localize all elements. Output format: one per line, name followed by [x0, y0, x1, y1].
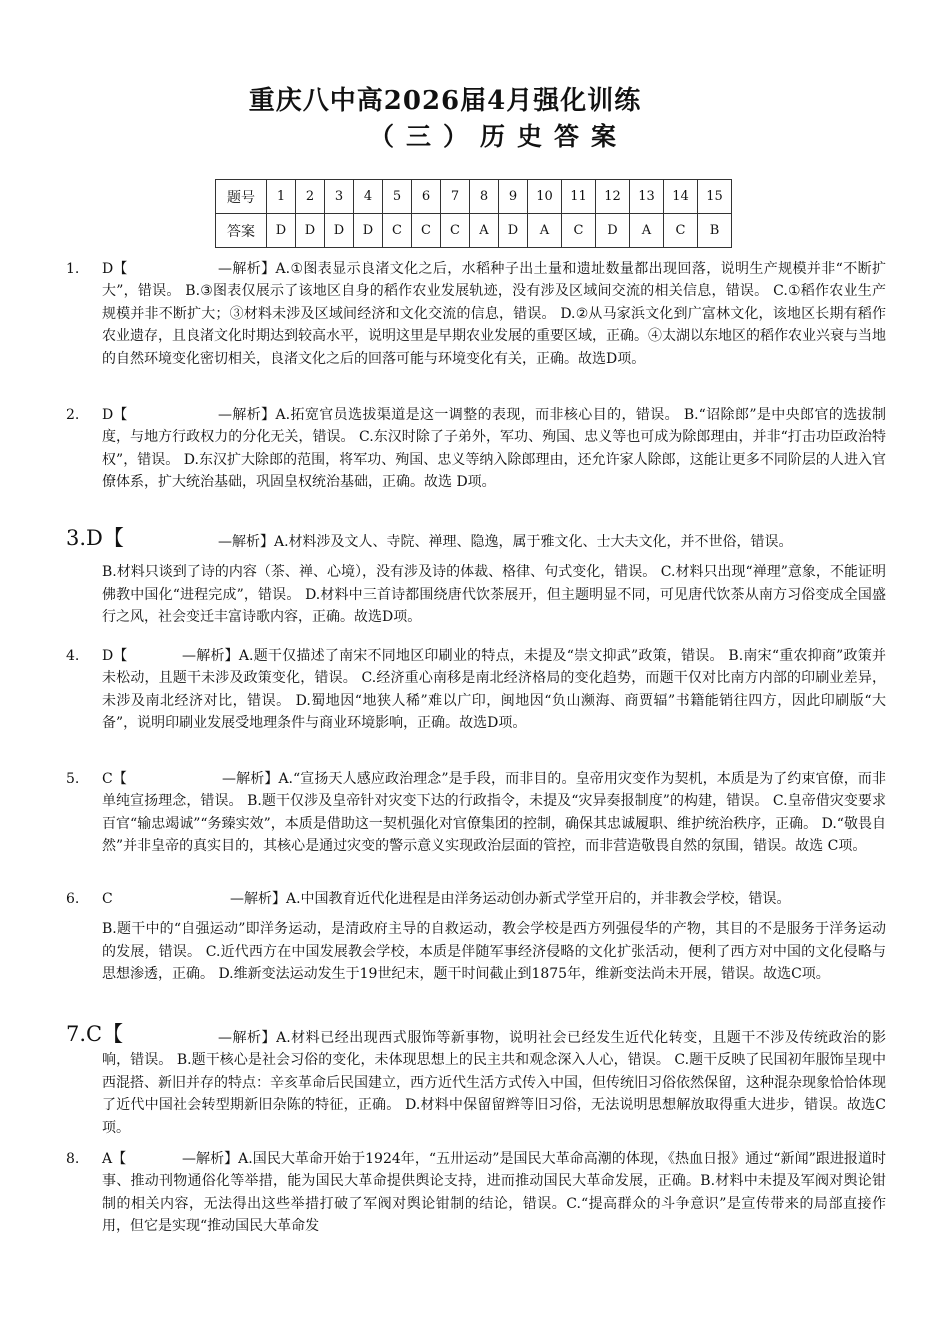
explanation-text — [102, 1027, 886, 1139]
answer-key: A【 — [102, 1151, 127, 1167]
answer-table-answer-label: 答案 — [216, 214, 267, 248]
answer-key: D【 — [102, 648, 128, 664]
explanation-item — [66, 526, 886, 629]
answer-cell: D — [499, 214, 528, 248]
question-number: 12 — [596, 180, 630, 214]
question-number: 13 — [630, 180, 664, 214]
answer-cell: C — [562, 214, 596, 248]
question-number: 8 — [470, 180, 499, 214]
answer-key: C【 — [102, 771, 127, 787]
question-number-label: 2. — [66, 407, 80, 423]
answer-cell: A — [528, 214, 562, 248]
question-number-label: 6. — [66, 891, 80, 907]
explanation-text — [102, 404, 886, 494]
question-number: 10 — [528, 180, 562, 214]
page-subtitle: （三）历史答案 — [369, 122, 629, 151]
answer-table-header-label: 题号 — [216, 180, 267, 214]
question-number: 7 — [441, 180, 470, 214]
explanation-text — [102, 531, 886, 553]
answer-cell: D — [596, 214, 630, 248]
explanation-body: —解析】A.材料涉及文人、寺院、禅理、隐逸，属于雅文化、士大夫文化，并不世俗，错误。 — [218, 534, 793, 550]
question-number: 4 — [354, 180, 383, 214]
explanation-item — [66, 645, 886, 735]
explanation-item — [66, 888, 886, 986]
answer-table — [215, 179, 732, 248]
explanation-text — [102, 888, 886, 910]
question-number: 11 — [562, 180, 596, 214]
answer-cell: D — [267, 214, 296, 248]
answer-cell: C — [441, 214, 470, 248]
question-number: 9 — [499, 180, 528, 214]
explanation-body: —解析】A.“宣扬天人感应政治理念”是手段，而非目的。皇帝用灾变作为契机，本质是为了约束官僚，而非单纯宣扬理念，错误。 B.题干仅涉及皇帝针对灾变下达的行政指令，未提及“灾异奏报制度”的构建，错误。 C.皇帝借灾变要求百官“输忠竭诚”“务臻实效”，本质是借助这一契机强化对官僚集团的控制，确保其忠诚履职、维护统治秩序，正确。 D.“敬畏自然”并非皇帝的真实目的，其核心是通过灾变的警示意义实现政治层面的管控，而非营造敬畏自然的氛围，错误。故选 C项。 — [102, 771, 886, 855]
answer-key: D【 — [102, 261, 128, 277]
explanation-body: —解析】A.拓宽官员选拔渠道是这一调整的表现，而非核心目的，错误。 B.“诏除郎”是中央郎官的选拔制度，与地方行政权力的分化无关，错误。 C.东汉时除了子弟外，军功、殉国、忠义等也可成为除郎理由，并非“打击功臣政治特权”，错误。 D.东汉扩大除郎的范围，将军功、殉国、忠义等纳入除郎理由，还允许家人除郎，这能让更多不同阶层的人进入官僚体系，扩大统治基础，巩固皇权统治基础，正确。故选 D项。 — [102, 407, 886, 491]
explanation-body: —解析】A.①图表显示良渚文化之后，水稻种子出土量和遗址数量都出现回落，说明生产规模并非“不断扩大”，错误。 B.③图表仅展示了该地区自身的稻作农业发展轨迹，没有涉及区域间交流的相关信息，错误。 C.①稻作农业生产规模并非不断扩大；③材料未涉及区域间经济和文化交流的信息，错误。 D.②从马家浜文化到广富林文化，该地区长期有稻作农业遗存，且良渚文化时期达到较高水平，说明这里是早期农业发展的重要区域，正确。④太湖以东地区的稻作农业兴衰与当地的自然环境变化密切相关，良渚文化之后的回落可能与环境变化有关，正确。故选D项。 — [102, 261, 886, 367]
explanation-item — [66, 768, 886, 858]
explanation-body: —解析】A.材料已经出现西式服饰等新事物，说明社会已经发生近代化转变，且题干不涉及传统政治的影响，错误。 B.题干核心是社会习俗的变化，未体现思想上的民主共和观念深入人心，错误。 C.题干反映了民国初年服饰呈现中西混搭、新旧并存的特点：辛亥革命后民国建立，西方近代生活方式传入中国，但传统旧习俗依然保留，这种混杂现象恰恰体现了近代中国社会转型期新旧杂陈的特征，正确。 D.材料中保留留辫等旧习俗，无法说明思想解放取得重大进步，错误。故选C项。 — [102, 1030, 886, 1136]
answer-table-number-row — [216, 180, 732, 214]
explanation-item — [66, 1022, 886, 1139]
question-number-label: 5. — [66, 771, 80, 787]
answer-cell: A — [630, 214, 664, 248]
question-number: 3 — [325, 180, 354, 214]
question-number: 2 — [296, 180, 325, 214]
question-number: 6 — [412, 180, 441, 214]
question-number: 15 — [698, 180, 732, 214]
answer-cell: D — [296, 214, 325, 248]
answer-cell: B — [698, 214, 732, 248]
explanation-item — [66, 404, 886, 494]
answer-key: C — [102, 891, 113, 907]
question-number: 1 — [267, 180, 296, 214]
explanation-text — [102, 1148, 886, 1238]
explanation-text — [102, 768, 886, 858]
question-number-label: 4. — [66, 648, 80, 664]
explanation-paragraph: B.题干中的“自强运动”即洋务运动，是清政府主导的自救运动，教会学校是西方列强侵华的产物，其目的不是服务于洋务运动的发展，错误。 C.近代西方在中国发展教会学校，本质是伴随军事经济侵略的文化扩张活动，便利了西方对中国的文化侵略与思想渗透，正确。 D.维新变法运动发生于19世纪末，题干时间截止到1875年，维新变法尚未开展，错误。故选C项。 — [102, 921, 886, 983]
explanation-paragraph: B.材料只谈到了诗的内容（茶、禅、心境），没有涉及诗的体裁、格律、句式变化，错误。 C.材料只出现“禅理”意象，不能证明佛教中国化“进程完成”，错误。 D.材料中三首诗都围绕唐代饮茶展开，但主题明显不同，可见唐代饮茶从南方习俗变成全国盛行之风，社会变迁丰富诗歌内容，正确。故选D项。 — [102, 564, 886, 626]
answer-cell: D — [325, 214, 354, 248]
answer-cell: A — [470, 214, 499, 248]
explanation-text — [102, 258, 886, 370]
explanation-item — [66, 258, 886, 370]
explanation-text — [102, 645, 886, 735]
explanation-body: —解析】A.题干仅描述了南宋不同地区印刷业的特点，未提及“崇文抑武”政策，错误。 B.南宋“重农抑商”政策并未松动，且题干未涉及政策变化，错误。 C.经济重心南移是南北经济格局的变化趋势，而题干仅对比南方内部的印刷业差异，未涉及南北经济对比，错误。 D.蜀地因“地狭人稀”难以广印，闽地因“负山濒海、商贾辐”书籍能销往四方，因此印刷版“大备”，说明印刷业发展受地理条件与商业环境影响，正确。故选D项。 — [102, 648, 886, 732]
answer-cell: C — [664, 214, 698, 248]
explanation-body: —解析】A.国民大革命开始于1924年，“五卅运动”是国民大革命高潮的体现，《热血日报》通过“新闻”跟进报道时事、推动刊物通俗化等举措，能为国民大革命提供舆论支持，进而推动国民大革命发展，正确。B.材料中未提及军阀对舆论钳制的相关内容，无法得出这些举措打破了军阀对舆论钳制的结论，错误。C.“提高群众的斗争意识”是宣传带来的局部直接作用，但它是实现“推动国民大革命发 — [102, 1151, 886, 1235]
explanation-item — [66, 1148, 886, 1238]
question-number: 5 — [383, 180, 412, 214]
answer-cell: C — [412, 214, 441, 248]
answer-cell: D — [354, 214, 383, 248]
answer-key: D【 — [102, 407, 128, 423]
answer-cell: C — [383, 214, 412, 248]
page-title: 重庆八中高2026届4月强化训练 — [248, 86, 642, 116]
explanation-body: —解析】A.中国教育近代化进程是由洋务运动创办新式学堂开启的，并非教会学校，错误。 — [230, 891, 791, 907]
question-number-label: 7.C【 — [66, 1022, 124, 1046]
answer-table-answer-row — [216, 214, 732, 248]
question-number-label: 1. — [66, 261, 80, 277]
question-number: 14 — [664, 180, 698, 214]
question-number-label: 8. — [66, 1151, 80, 1167]
question-number-label: 3.D【 — [66, 526, 124, 550]
